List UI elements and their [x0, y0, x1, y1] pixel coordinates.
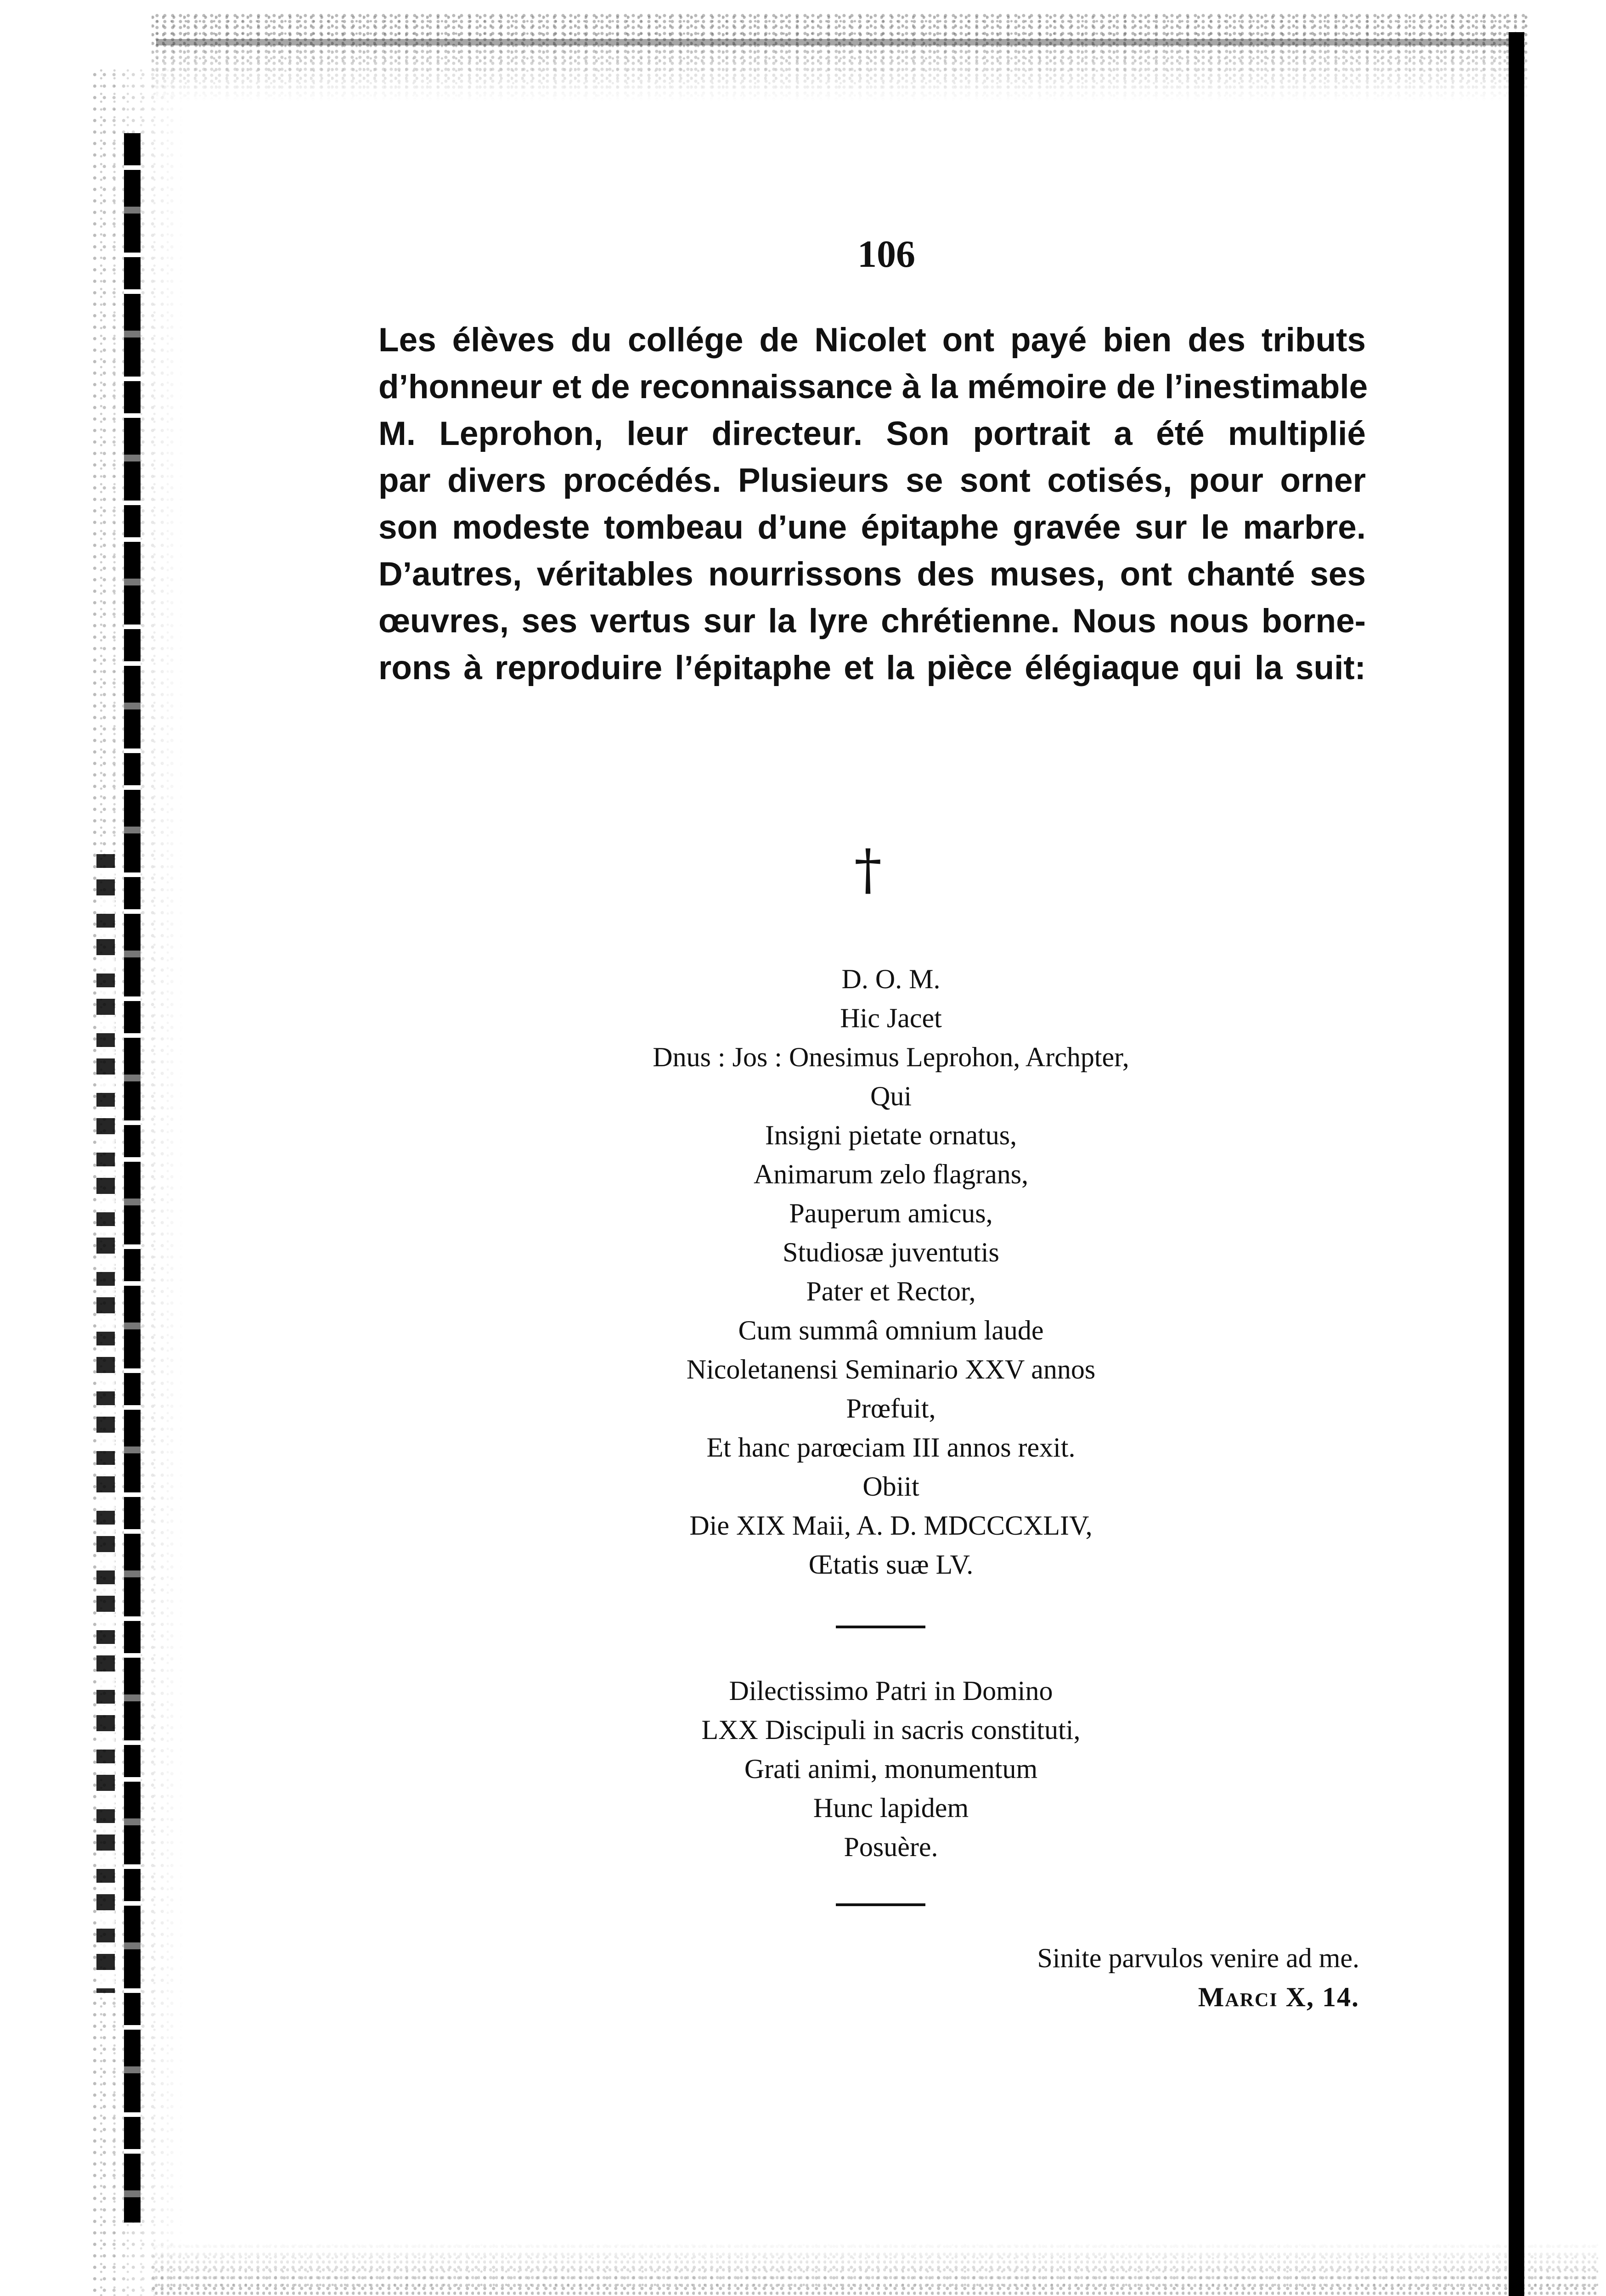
epitaph-line: Insigni pietate ornatus,: [765, 1120, 1017, 1150]
scan-noise-top: [152, 14, 1529, 101]
scan-noise-bottom: [152, 2241, 1598, 2296]
epitaph-line: Qui: [870, 1081, 912, 1111]
dedication-inscription: [505, 1671, 1277, 1867]
intro-line: œuvres, ses vertus sur la lyre chrétienne. Nous nous borne-: [378, 602, 1366, 640]
epitaph-line: Prœfuit,: [846, 1393, 936, 1424]
epitaph-line: Nicoletanensi Seminario XXV annos: [686, 1354, 1096, 1384]
section-divider: [836, 1903, 925, 1906]
intro-line: son modeste tombeau d’une épitaphe gravée sur le marbre.: [378, 509, 1366, 546]
scripture-quote: [873, 1939, 1359, 2017]
epitaph-line: Animarum zelo flagrans,: [753, 1159, 1029, 1189]
intro-paragraph: [378, 317, 1366, 692]
epitaph-line: Œtatis suæ LV.: [808, 1549, 974, 1580]
intro-line: M. Leprohon, leur directeur. Son portrait a été multiplié: [378, 415, 1366, 452]
page-number: 106: [857, 233, 915, 276]
right-edge-border: [1509, 32, 1524, 2296]
epitaph-line: Studiosæ juventutis: [783, 1237, 999, 1267]
intro-line: par divers procédés. Plusieurs se sont cotisés, pour orner: [378, 462, 1366, 499]
intro-line: rons à reproduire l’épitaphe et la pièce élégiaque qui la suit:: [378, 649, 1366, 687]
dedication-line: LXX Discipuli in sacris constituti,: [701, 1715, 1081, 1745]
dedication-line: Dilectissimo Patri in Domino: [729, 1676, 1053, 1706]
epitaph-line: Pauperum amicus,: [789, 1198, 993, 1228]
epitaph-line: Dnus : Jos : Onesimus Leprohon, Archpter,: [653, 1042, 1129, 1072]
epitaph-inscription: [505, 960, 1277, 1584]
dedication-line: Posuère.: [844, 1832, 938, 1862]
intro-line: d’honneur et de reconnaissance à la mémoire de l’inestimable: [378, 368, 1368, 405]
intro-line: Les élèves du collége de Nicolet ont payé bien des tributs: [378, 321, 1366, 359]
cross-icon: †: [854, 838, 882, 902]
section-divider: [836, 1626, 925, 1628]
quote-text: Sinite parvulos venire ad me.: [1037, 1943, 1359, 1973]
epitaph-line: Pater et Rector,: [806, 1276, 976, 1306]
epitaph-line: Et hanc parœciam III annos rexit.: [706, 1432, 1076, 1463]
epitaph-line: Obiit: [862, 1471, 919, 1502]
dedication-line: Grati animi, monumentum: [744, 1754, 1038, 1784]
epitaph-line: Cum summâ omnium laude: [738, 1315, 1044, 1345]
epitaph-line: D. O. M.: [841, 964, 941, 994]
intro-line: D’autres, véritables nourrissons des muses, ont chanté ses: [378, 556, 1366, 593]
epitaph-line: Hic Jacet: [840, 1003, 942, 1033]
binding-edge: [124, 133, 141, 2223]
quote-citation: Marci X, 14.: [1198, 1982, 1359, 2012]
binding-edge-marks: [96, 854, 115, 1993]
epitaph-line: Die XIX Maii, A. D. MDCCCXLIV,: [689, 1510, 1093, 1541]
top-edge-shadow: [156, 39, 1516, 45]
dedication-line: Hunc lapidem: [813, 1793, 969, 1823]
